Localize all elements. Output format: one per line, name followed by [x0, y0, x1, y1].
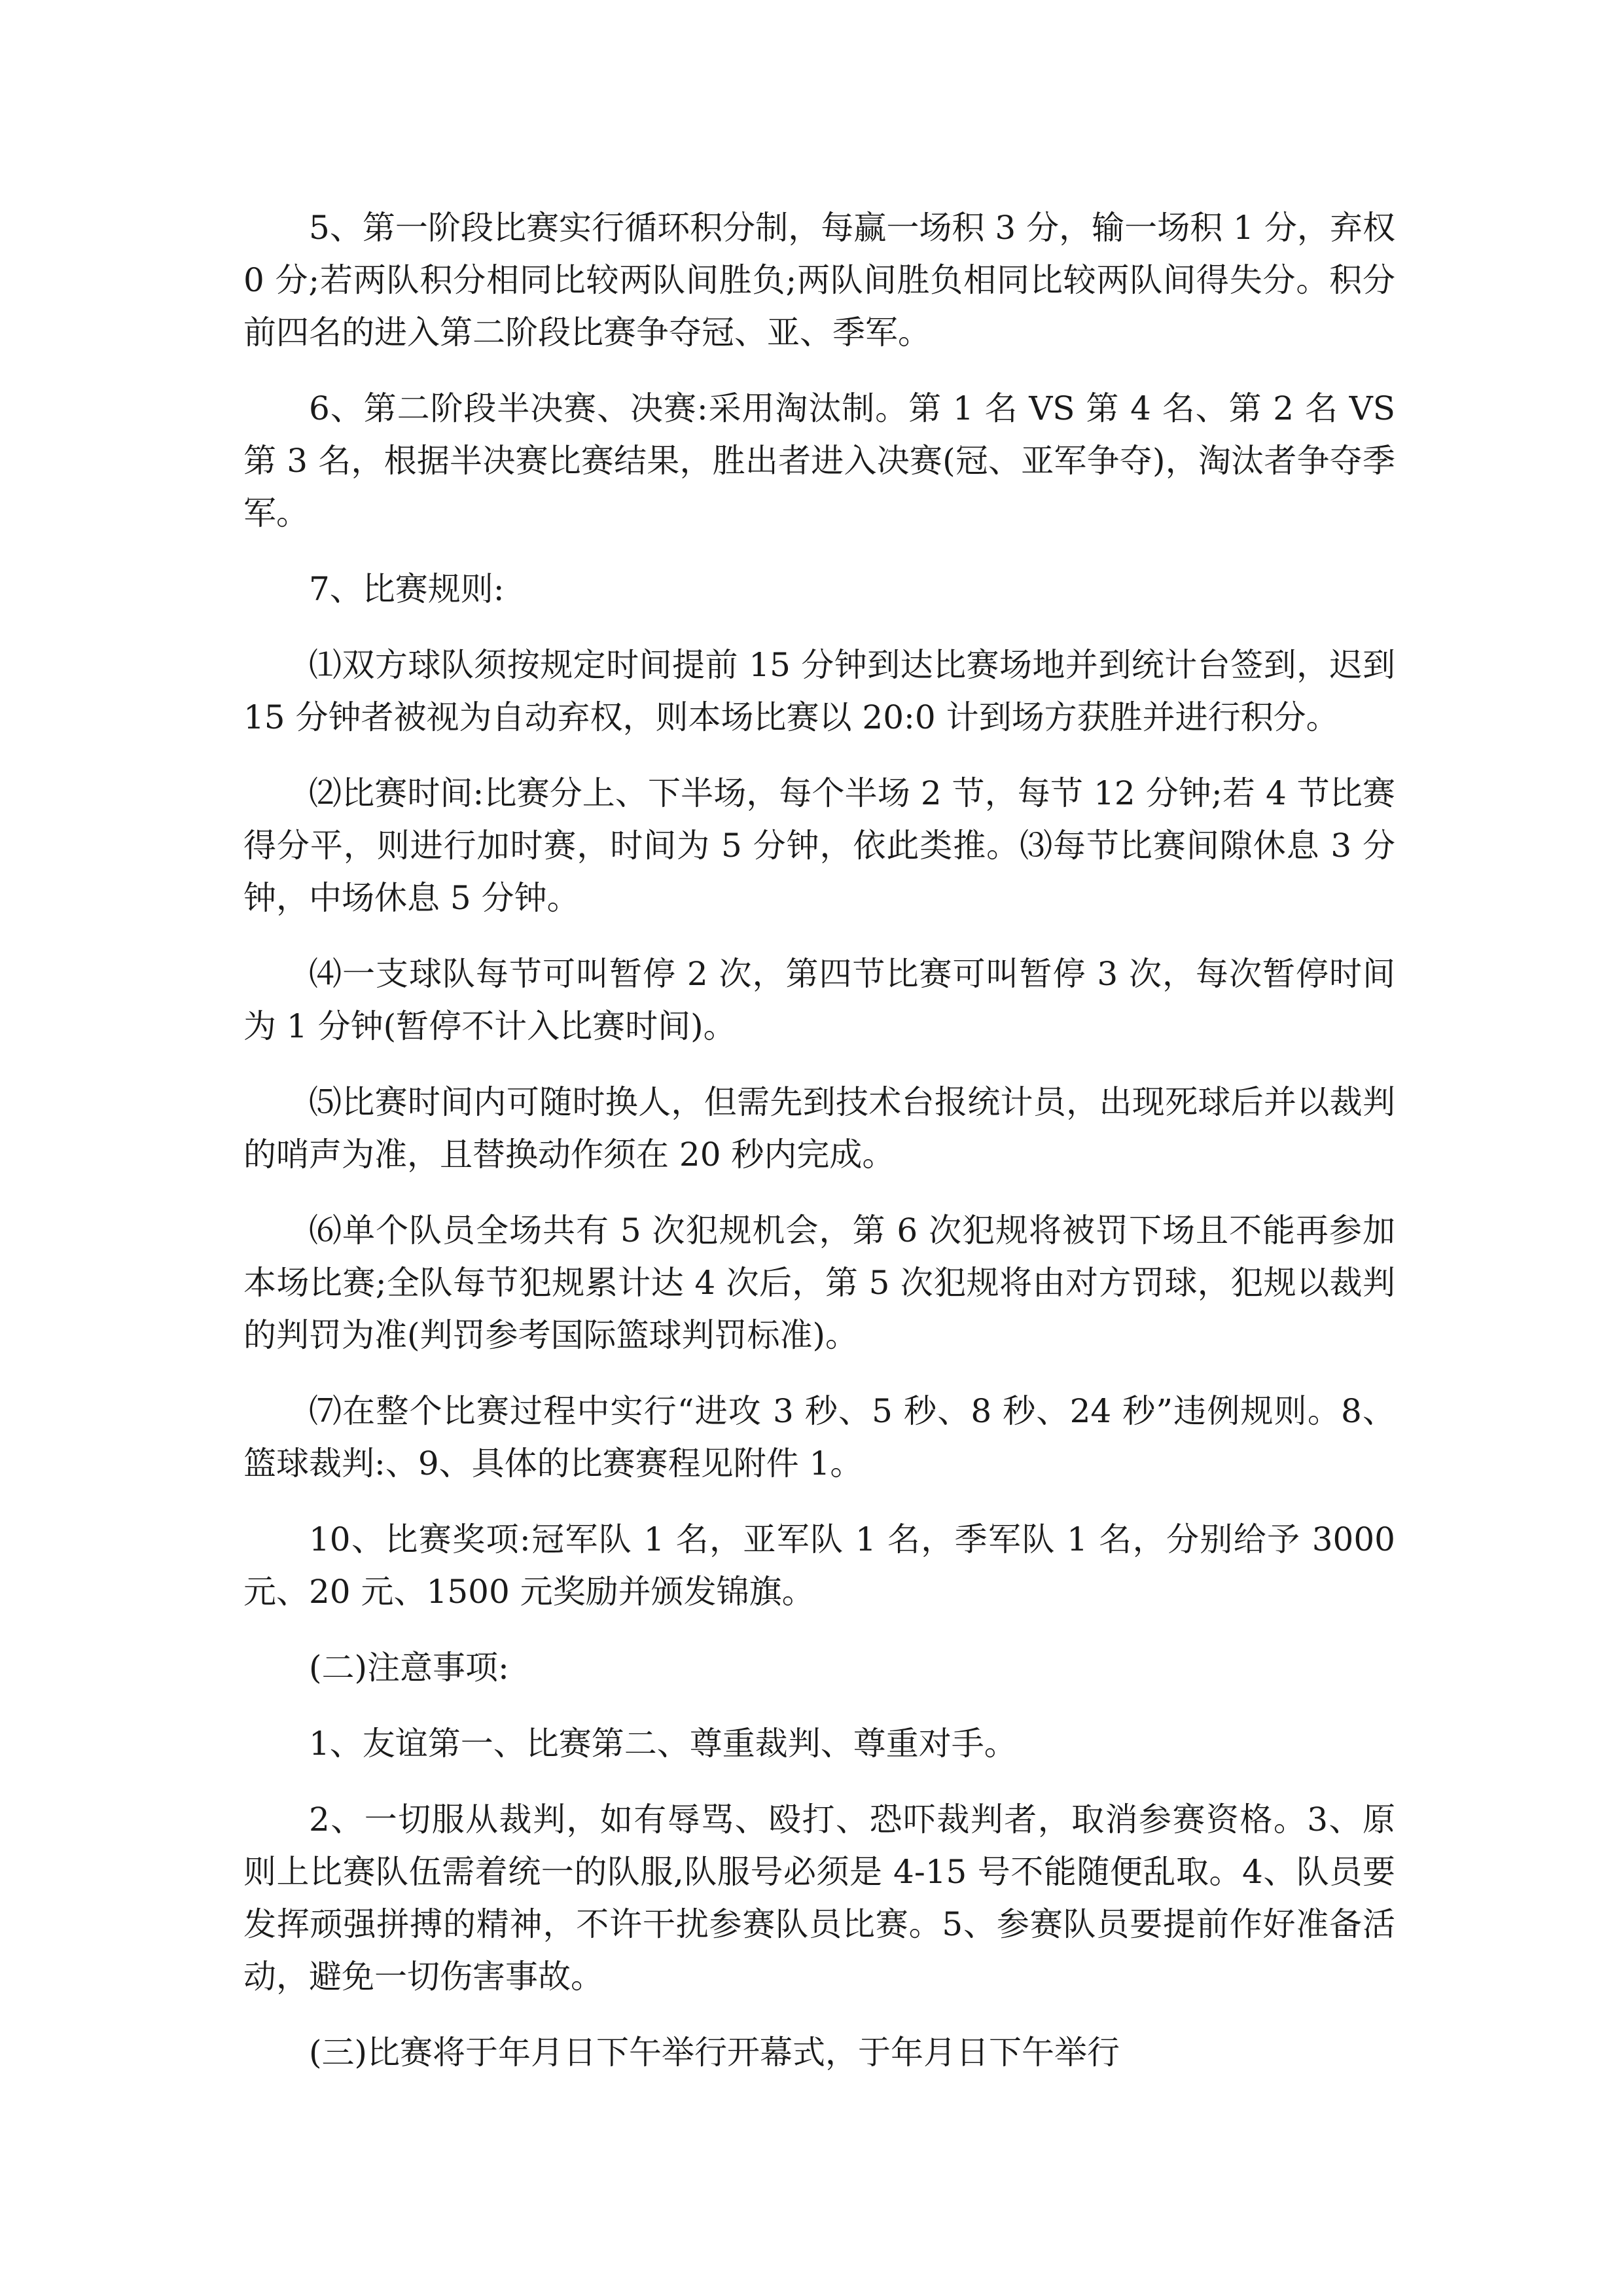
document-body	[243, 202, 1395, 2102]
paragraph-rule-7-2-game-time: ⑵比赛时间:比赛分上、下半场，每个半场 2 节，每节 12 分钟;若 4 节比赛得分平，则进行加时赛，时间为 5 分钟，依此类推。⑶每节比赛间隙休息 3 分钟，中场休息 5 分钟。	[243, 774, 1395, 917]
paragraph-rule-7-7-violations: ⑺在整个比赛过程中实行“进攻 3 秒、5 秒、8 秒、24 秒”违例规则。8、篮球裁判:、9、具体的比赛赛程见附件 1。	[243, 1392, 1395, 1482]
paragraph-section-3-opening: (三)比赛将于年月日下午举行开幕式，于年月日下午举行	[309, 2034, 1120, 2072]
paragraph-rule-5-scoring: 5、第一阶段比赛实行循环积分制，每赢一场积 3 分，输一场积 1 分，弃权 0 分;若两队积分相同比较两队间胜负;两队间胜负相同比较两队间得失分。积分前四名的进入第二阶段比赛争夺冠、亚、季军。	[243, 209, 1395, 351]
paragraph-rule-7-6-fouls: ⑹单个队员全场共有 5 次犯规机会，第 6 次犯规将被罚下场且不能再参加本场比赛;全队每节犯规累计达 4 次后，第 5 次犯规将由对方罚球，犯规以裁判的判罚为准(判罚参考国际篮球判罚标准)。	[243, 1211, 1395, 1354]
section-heading-notes: (二)注意事项:	[309, 1649, 509, 1687]
paragraph-rule-10-awards: 10、比赛奖项:冠军队 1 名，亚军队 1 名，季军队 1 名，分别给予 3000 元、20 元、1500 元奖励并颁发锦旗。	[243, 1520, 1395, 1611]
paragraph-rule-7-heading: 7、比赛规则:	[309, 570, 505, 608]
paragraph-rule-7-1-checkin: ⑴双方球队须按规定时间提前 15 分钟到达比赛场地并到统计台签到，迟到 15 分钟者被视为自动弃权，则本场比赛以 20:0 计到场方获胜并进行积分。	[243, 646, 1395, 736]
paragraph-note-1: 1、友谊第一、比赛第二、尊重裁判、尊重对手。	[309, 1725, 1017, 1763]
paragraph-note-2-5: 2、一切服从裁判，如有辱骂、殴打、恐吓裁判者，取消参赛资格。3、原则上比赛队伍需着统一的队服,队服号必须是 4-15 号不能随便乱取。4、队员要发挥顽强拼搏的精神，不许干扰参赛队员比赛。5、参赛队员要提前作好准备活动，避免一切伤害事故。	[243, 1801, 1395, 1996]
paragraph-rule-6-knockout: 6、第二阶段半决赛、决赛:采用淘汰制。第 1 名 VS 第 4 名、第 2 名 VS 第 3 名，根据半决赛比赛结果，胜出者进入决赛(冠、亚军争夺)，淘汰者争夺季军。	[243, 389, 1395, 532]
paragraph-rule-7-4-timeouts: ⑷一支球队每节可叫暂停 2 次，第四节比赛可叫暂停 3 次，每次暂停时间为 1 分钟(暂停不计入比赛时间)。	[243, 955, 1395, 1045]
paragraph-rule-7-5-substitution: ⑸比赛时间内可随时换人，但需先到技术台报统计员，出现死球后并以裁判的哨声为准，且替换动作须在 20 秒内完成。	[243, 1083, 1395, 1174]
